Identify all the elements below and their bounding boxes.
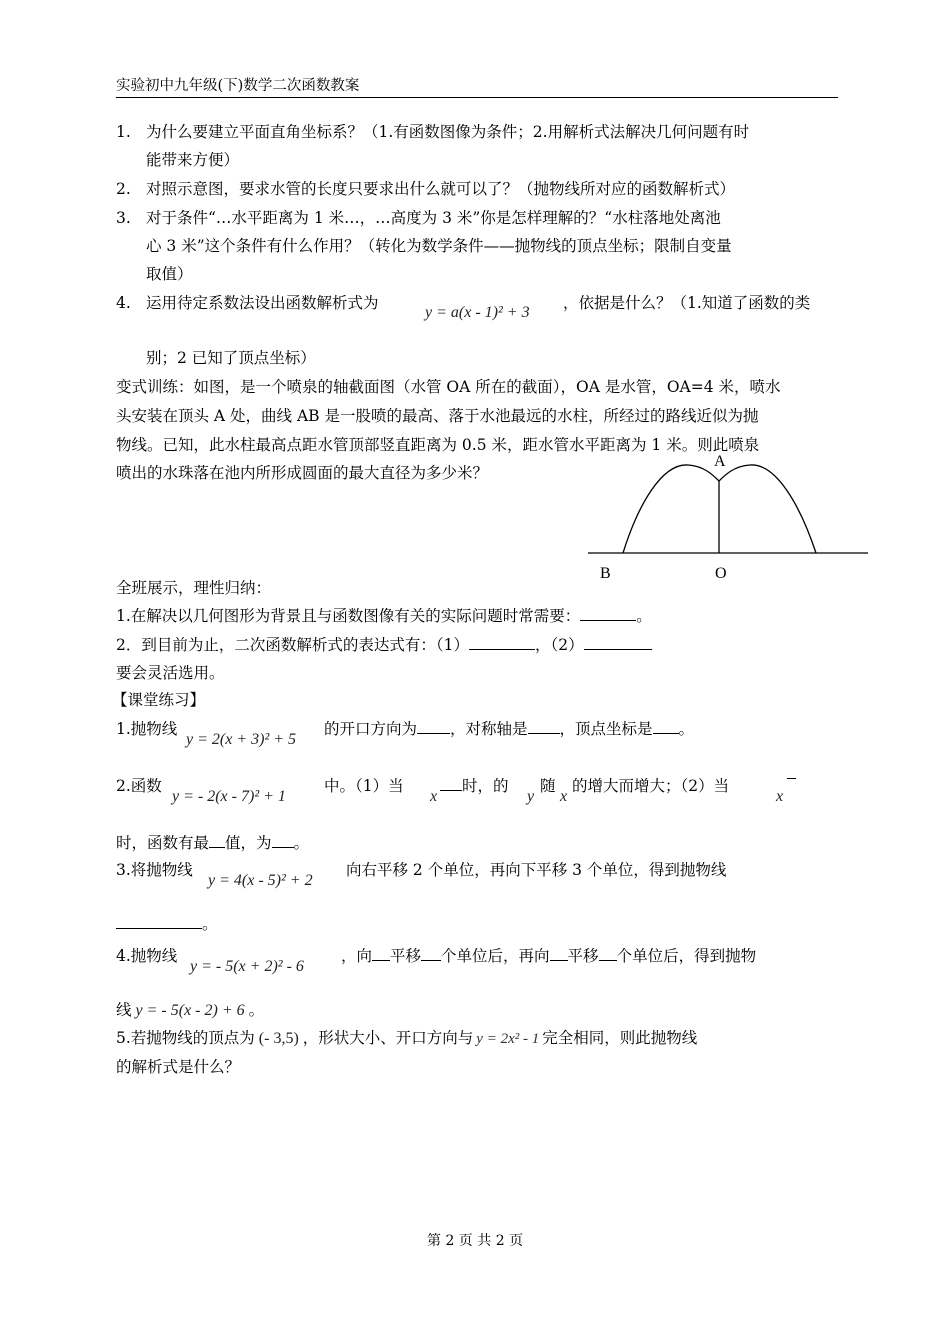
practice-4-line-2 — [116, 998, 264, 1020]
practice-4-text — [341, 944, 756, 966]
q3-continued-2: 取值） — [146, 265, 193, 283]
answer-blank — [417, 718, 450, 734]
p3-end: 。 — [202, 915, 218, 933]
q2-text: 对照示意图，要求水管的长度只要求出什么就可以了？（抛物线所对应的函数解析式） — [146, 180, 736, 198]
answer-blank — [528, 718, 560, 734]
practice-3-text: 向右平移 2 个单位，再向下平移 3 个单位，得到抛物线 — [346, 861, 727, 879]
q1-continued: 能带来方便） — [146, 151, 240, 169]
label-a: A — [714, 453, 726, 470]
answer-blank — [116, 913, 202, 929]
practice-2-line-2 — [116, 831, 309, 853]
p2-var-x3: x — [776, 788, 784, 805]
fountain-figure — [580, 445, 880, 590]
practice-5 — [116, 1026, 697, 1048]
answer-blank — [209, 832, 225, 848]
p5-text-c: 完全相同，则此抛物线 — [542, 1029, 698, 1047]
label-b: B — [600, 565, 611, 582]
practice-title: 【课堂练习】 — [112, 691, 206, 709]
summary-item-2-text: 2．到目前为止，二次函数解析式的表达式有：（1） — [116, 636, 469, 654]
q3-number: 3. — [116, 209, 131, 227]
q4-text: 运用待定系数法设出函数解析式为 — [146, 294, 379, 312]
summary-item-2-continued: 要会灵活选用。 — [116, 664, 225, 682]
practice-3-formula: y = 4(x - 5)² + 2 — [208, 872, 313, 889]
question-4 — [116, 291, 379, 313]
q2-number: 2. — [116, 180, 131, 198]
p1-text-a: 的开口方向为 — [324, 720, 418, 738]
practice-2-text — [324, 774, 404, 796]
summary-item-1 — [116, 604, 652, 626]
answer-blank — [584, 634, 652, 650]
p2-text-c: 随 — [540, 777, 556, 795]
practice-1-formula: y = 2(x + 3)² + 5 — [186, 731, 297, 748]
question-1 — [116, 120, 749, 142]
practice-2-formula: y = - 2(x - 7)² + 1 — [172, 788, 286, 805]
p5-text-b: ，形状大小、开口方向与 — [302, 1029, 474, 1047]
p2-var-x1: x — [430, 788, 438, 805]
answer-blank — [440, 775, 462, 791]
p5-vertex: (- 3,5) — [258, 1030, 299, 1047]
practice-1-text — [324, 717, 694, 739]
practice-3-label: 3.将抛物线 — [116, 861, 193, 879]
p5-text-a: 5.若抛物线的顶点为 — [116, 1029, 255, 1047]
summary-item-2-mid: ，（2） — [534, 636, 584, 654]
q3-text: 对于条件“…水平距离为 1 米…，…高度为 3 米”你是怎样理解的？“水柱落地处离池 — [146, 209, 721, 227]
parabola-right — [719, 465, 816, 553]
summary-title: 全班展示，理性归纳： — [116, 579, 272, 597]
variant-line-2: 头安装在顶头 A 处，曲线 AB 是一股喷的最高、落于水池最远的水柱，所经过的路线近似为抛 — [116, 407, 759, 425]
q3-continued-1: 心 3 米”这个条件有什么作用？（转化为数学条件——抛物线的顶点坐标；限制自变量 — [146, 237, 732, 255]
question-2 — [116, 177, 735, 199]
p1-text-d: 。 — [678, 720, 695, 738]
p4-text-c: 个单位后，再向 — [441, 947, 550, 965]
practice-1-label: 1.抛物线 — [116, 720, 178, 738]
answer-blank — [421, 945, 441, 961]
p2-line2-c: 。 — [293, 834, 310, 852]
p2-line2-b: 值，为 — [225, 834, 272, 852]
p2-line2-a: 时，函数有最 — [116, 834, 210, 852]
answer-blank — [372, 945, 390, 961]
practice-2-label: 2.函数 — [116, 777, 162, 795]
summary-item-1-end: 。 — [636, 607, 652, 625]
answer-blank — [550, 945, 568, 961]
practice-2-text-b — [440, 774, 509, 796]
p4-line2-pre: 线 — [116, 1001, 132, 1019]
p4-text-b: 平移 — [390, 947, 422, 965]
page-header: 实验初中九年级(下)数学二次函数教案 — [116, 78, 360, 94]
answer-blank — [653, 718, 679, 734]
answer-blank — [272, 832, 294, 848]
p4-text-d: 平移 — [567, 947, 599, 965]
variant-line-3: 物线。已知，此水柱最高点距水管顶部竖直距离为 0.5 米，距水管水平距离为 1 米。则此喷泉 — [116, 436, 760, 454]
practice-4-formula: y = - 5(x + 2)² - 6 — [190, 958, 304, 975]
q4-continued: 别；2 已知了顶点坐标） — [146, 349, 316, 367]
p1-text-b: ，对称轴是 — [450, 720, 528, 738]
variant-line-4: 喷出的水珠落在池内所形成圆面的最大直径为多少米？ — [116, 464, 489, 482]
p2-var-y: y — [527, 788, 535, 805]
practice-4-label: 4.抛物线 — [116, 947, 178, 965]
p4-text-a: ，向 — [341, 947, 373, 965]
summary-item-2 — [116, 633, 652, 655]
p4-text-e: 个单位后，得到抛物 — [616, 947, 757, 965]
p2-text-a: 中。（1）当 — [324, 777, 404, 795]
practice-3-line-2 — [116, 912, 218, 934]
answer-blank — [580, 605, 636, 621]
header-divider — [116, 97, 838, 98]
p5-formula: y = 2x² - 1 — [476, 1031, 540, 1047]
practice-5-line-2: 的解析式是什么？ — [116, 1058, 241, 1076]
q1-number: 1. — [116, 123, 131, 141]
summary-item-1-text: 1.在解决以几何图形为背景且与函数图像有关的实际问题时常需要： — [116, 607, 581, 625]
q1-text: 为什么要建立平面直角坐标系？（1.有函数图像为条件；2.用解析式法解决几何问题有时 — [146, 123, 750, 141]
q4-text-end: ，依据是什么？（1.知道了函数的类 — [563, 294, 811, 312]
p2-text-b: 时，的 — [462, 777, 509, 795]
page-number: 第 2 页 共 2 页 — [427, 1233, 524, 1249]
p4-line2-end: 。 — [248, 1001, 265, 1019]
variant-line-1: 变式训练：如图，是一个喷泉的轴截面图（水管 OA 所在的截面），OA 是水管，OA=4 米，喷水 — [116, 378, 781, 396]
answer-blank — [469, 634, 535, 650]
p2-blank-tail — [787, 778, 796, 779]
parabola-left — [623, 465, 719, 553]
p1-text-c: ，顶点坐标是 — [559, 720, 653, 738]
answer-blank — [599, 945, 617, 961]
p2-text-d: 的增大而增大；（2）当 — [572, 777, 730, 795]
q4-formula: y = a(x - 1)² + 3 — [425, 304, 530, 321]
q4-number: 4. — [116, 294, 131, 312]
label-o: O — [715, 565, 727, 582]
p2-var-x2: x — [560, 788, 568, 805]
p4-line2-formula: y = - 5(x - 2) + 6 — [135, 1002, 245, 1019]
question-3 — [116, 206, 721, 228]
